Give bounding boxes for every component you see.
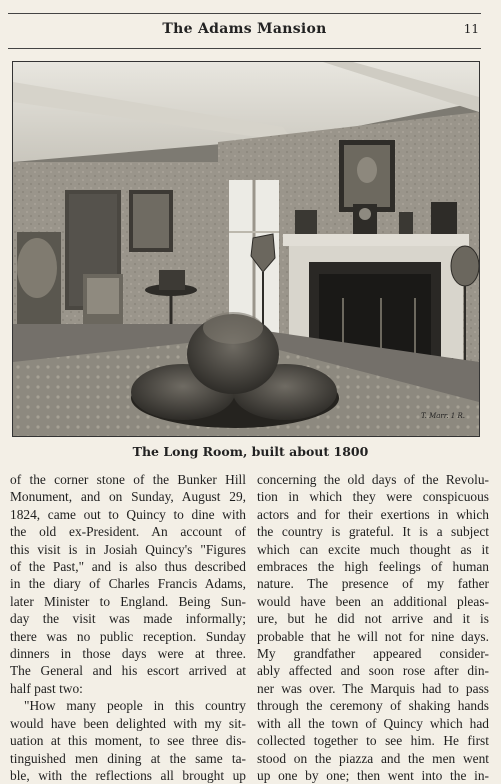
text-line: would have been an additional pleas- bbox=[257, 593, 489, 609]
text-line: collected together to see him. He first bbox=[257, 733, 489, 749]
text-line: ner was over. The Marquis had to pass bbox=[257, 680, 489, 696]
figure-caption: The Long Room, built about 1800 bbox=[132, 444, 369, 459]
right-column bbox=[257, 471, 489, 784]
text-line: "How many people in this country bbox=[24, 698, 246, 714]
text-line: probable that he will not for nine days. bbox=[257, 628, 489, 644]
left-column bbox=[10, 471, 246, 784]
text-line: in the diary of Charles Francis Adams, bbox=[10, 576, 246, 592]
text-line: concerning the old days of the Revolu- bbox=[257, 472, 489, 487]
text-line: uation at this moment, to see three dis- bbox=[10, 733, 246, 749]
text-line: would have been delighted with my sit- bbox=[10, 715, 246, 731]
text-line: the old ex-President. An account of bbox=[10, 524, 246, 540]
text-line: tion in which they were conspicuous bbox=[257, 489, 489, 505]
text-line: later Minister to England. Being Sun- bbox=[10, 593, 246, 609]
text-line: Monument, and on Sunday, August 29, bbox=[10, 489, 246, 505]
text-line: the country is grateful. It is a subject bbox=[257, 524, 489, 540]
text-line: actors and for their exertions in which bbox=[257, 506, 489, 522]
text-line: tinguished men dining at the same ta- bbox=[10, 750, 246, 766]
running-title: The Adams Mansion bbox=[162, 21, 327, 37]
text-line: up one by one; then went into the in- bbox=[257, 767, 489, 783]
text-line: The General and his escort arrived at bbox=[10, 663, 246, 679]
text-line: nature. The presence of my father bbox=[257, 576, 489, 592]
photo-signature: T. Marr. 1 R. bbox=[421, 412, 465, 420]
long-room-photograph bbox=[12, 61, 480, 437]
text-line: of the corner stone of the Bunker Hill bbox=[10, 472, 246, 487]
page-header bbox=[8, 13, 481, 49]
text-line: My grandfather appeared consider- bbox=[257, 646, 489, 662]
text-line: day the visit was made informally; bbox=[10, 611, 246, 627]
text-line: ble, with the reflections all brought up bbox=[10, 767, 246, 783]
text-line: ure, but he did not arrive and it is bbox=[257, 611, 489, 627]
text-line: embraces the high feelings of human bbox=[257, 559, 489, 575]
text-line: 1824, came out to Quincy to dine with bbox=[10, 506, 246, 522]
text-line: stood on the piazza and the men went bbox=[257, 750, 489, 766]
text-line: ably affected and soon rose after din- bbox=[257, 663, 489, 679]
text-line: with all the town of Quincy which had bbox=[257, 715, 489, 731]
page-number: 11 bbox=[463, 22, 479, 36]
text-line: through the ceremony of shaking hands bbox=[257, 698, 489, 714]
text-line: which can excite much thought as it bbox=[257, 541, 489, 557]
text-line: dinners in those days were at three. bbox=[10, 646, 246, 662]
text-line: this visit is in Josiah Quincy's "Figures bbox=[10, 541, 246, 557]
text-line: there was no public reception. Sunday bbox=[10, 628, 246, 644]
text-line: half past two: bbox=[10, 680, 83, 696]
text-line: of the Past," and is also thus described bbox=[10, 559, 246, 575]
